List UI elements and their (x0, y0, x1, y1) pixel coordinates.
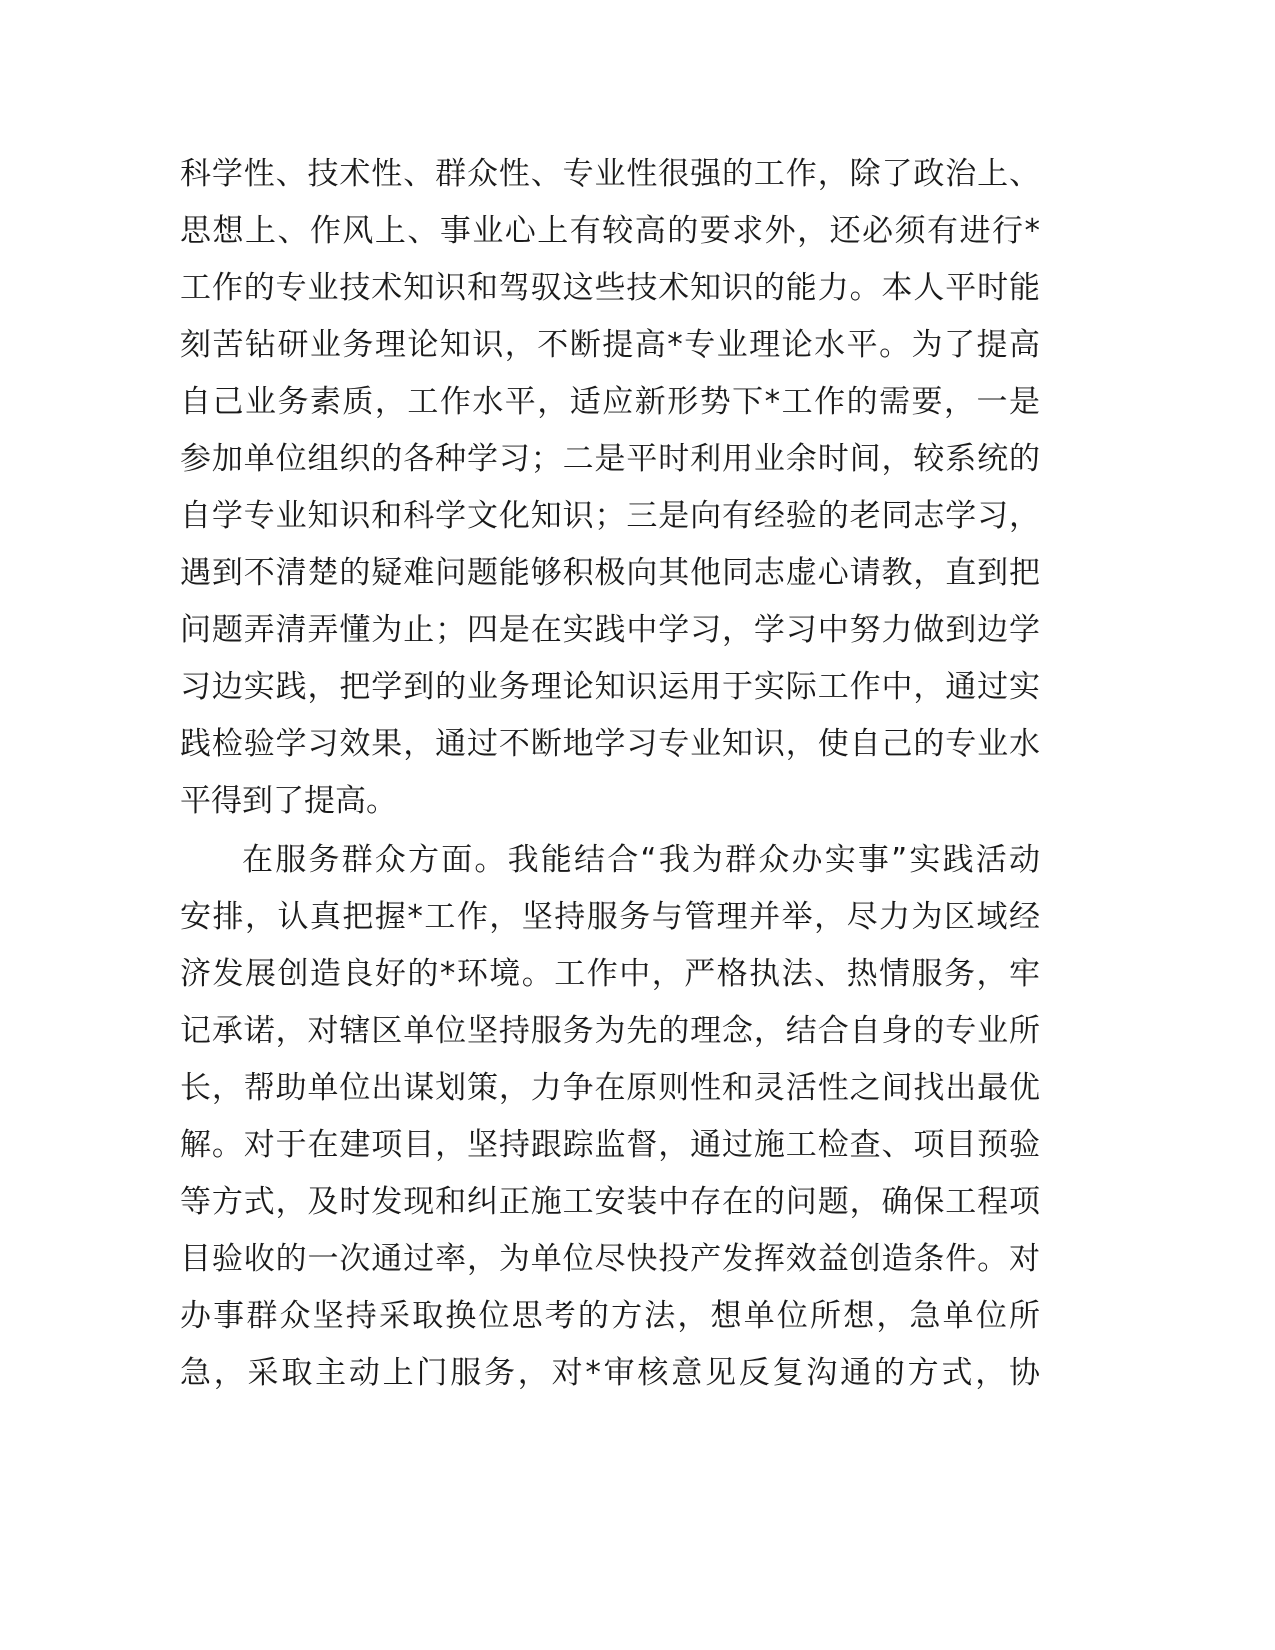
text-line: 办事群众坚持采取换位思考的方法，想单位所想，急单位所 (180, 1298, 1040, 1334)
text-line: 长，帮助单位出谋划策，力争在原则性和灵活性之间找出最优 (180, 1070, 1040, 1106)
paragraph-2 (180, 832, 1040, 1402)
text-line: 刻苦钻研业务理论知识，不断提高*专业理论水平。为了提高 (180, 327, 1040, 363)
text-line: 科学性、技术性、群众性、专业性很强的工作，除了政治上、 (180, 156, 1040, 192)
text-line: 遇到不清楚的疑难问题能够积极向其他同志虚心请教，直到把 (180, 555, 1040, 591)
text-line: 等方式，及时发现和纠正施工安装中存在的问题，确保工程项 (180, 1184, 1040, 1220)
text-line: 问题弄清弄懂为止；四是在实践中学习，学习中努力做到边学 (180, 612, 1040, 648)
text-line: 目验收的一次通过率，为单位尽快投产发挥效益创造条件。对 (180, 1241, 1040, 1277)
text-line: 在服务群众方面。我能结合“我为群众办实事”实践活动 (242, 842, 1040, 878)
text-line: 平得到了提高。 (180, 783, 397, 819)
text-line: 参加单位组织的各种学习；二是平时利用业余时间，较系统的 (180, 441, 1040, 477)
text-line: 解。对于在建项目，坚持跟踪监督，通过施工检查、项目预验 (180, 1127, 1040, 1163)
text-line: 习边实践，把学到的业务理论知识运用于实际工作中，通过实 (180, 669, 1040, 705)
text-line: 记承诺，对辖区单位坚持服务为先的理念，结合自身的专业所 (180, 1013, 1040, 1049)
body-text (180, 146, 1040, 1402)
text-line: 践检验学习效果，通过不断地学习专业知识，使自己的专业水 (180, 726, 1040, 762)
text-line: 思想上、作风上、事业心上有较高的要求外，还必须有进行* (180, 213, 1040, 249)
text-line: 急，采取主动上门服务，对*审核意见反复沟通的方式，协 (180, 1355, 1040, 1391)
text-line: 济发展创造良好的*环境。工作中，严格执法、热情服务，牢 (180, 956, 1040, 992)
text-line: 安排，认真把握*工作，坚持服务与管理并举，尽力为区域经 (180, 899, 1040, 935)
paragraph-1 (180, 146, 1040, 830)
text-line: 工作的专业技术知识和驾驭这些技术知识的能力。本人平时能 (180, 270, 1040, 306)
text-line: 自学专业知识和科学文化知识；三是向有经验的老同志学习， (180, 498, 1040, 534)
text-line: 自己业务素质，工作水平，适应新形势下*工作的需要，一是 (180, 384, 1040, 420)
